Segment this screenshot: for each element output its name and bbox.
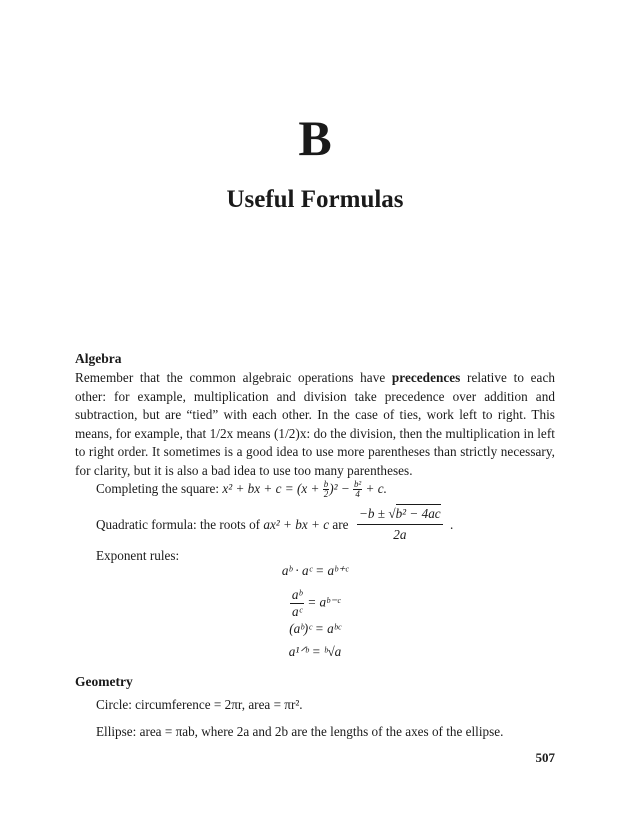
quadratic-fraction [357, 506, 443, 543]
quadratic-are: are [332, 517, 349, 532]
quotient-numerator: aᵇ [291, 587, 303, 602]
quadratic-formula-line [96, 516, 348, 534]
precedences-term: precedences [391, 370, 461, 385]
quadratic-numerator [357, 506, 443, 525]
exponent-rule-quotient [230, 588, 400, 619]
completing-square-lhs: x² + bx + c = (x + [222, 481, 323, 496]
circle-formula: Circle: circumference = 2πr, area = πr². [96, 697, 303, 712]
ellipse-formula: Ellipse: area = πab, where 2a and 2b are the lengths of the axes of the ellipse. [96, 724, 504, 739]
completing-square-label: Completing the square: [96, 481, 220, 496]
chapter-title: Useful Formulas [226, 186, 404, 213]
algebra-heading: Algebra [75, 351, 122, 366]
completing-square-line [96, 480, 387, 499]
intro-text-start: Remember that the common algebraic operations have [75, 370, 392, 385]
b-squared-numerator: b² [354, 479, 362, 490]
geometry-heading: Geometry [75, 674, 133, 689]
quotient-rhs: = aᵇ⁻ᶜ [307, 594, 341, 610]
exponent-rule-product: aᵇ · aᶜ = aᵇ⁺ᶜ [281, 563, 349, 578]
quotient-denominator: aᶜ [291, 604, 302, 619]
page-number: 507 [535, 750, 555, 765]
completing-square-end: + c. [362, 481, 387, 496]
four-denominator: 4 [355, 489, 360, 500]
quadratic-period: . [450, 517, 454, 532]
quadratic-numerator-prefix: −b ± √ [359, 506, 396, 521]
exponent-rule-power: (aᵇ)ᶜ = aᵇᶜ [289, 621, 341, 636]
half-b-numerator: b [323, 479, 329, 490]
half-b-denominator: 2 [323, 489, 329, 500]
quadratic-polynomial: ax² + bx + c [263, 517, 330, 532]
exponent-rule-root: a¹ᐟᵇ = ᵇ√a [288, 644, 342, 659]
quadratic-denominator: 2a [393, 527, 407, 542]
exponent-rules-label: Exponent rules: [96, 548, 180, 563]
quadratic-label: Quadratic formula: the roots of [96, 517, 261, 532]
intro-text-end: relative to each other: for example, multiplication and division take precedence over addition and subtraction, but are “tied” with each other. In the case of ties, work left to right. This means, for example, that 1/2x means (1/2)x: do the division, then the multiplication in left to right order. It sometimes is a good idea to use more parentheses than strictly necessary, for clarity, but it is also a bad idea to use too many parentheses. [75, 370, 555, 478]
quadratic-radicand: b² − 4ac [395, 506, 441, 521]
completing-square-mid: )² − [329, 481, 354, 496]
b-squared-over-4-fraction [353, 480, 362, 499]
algebra-intro-paragraph [75, 369, 555, 481]
chapter-letter: B [298, 110, 332, 166]
quotient-fraction [290, 588, 304, 619]
